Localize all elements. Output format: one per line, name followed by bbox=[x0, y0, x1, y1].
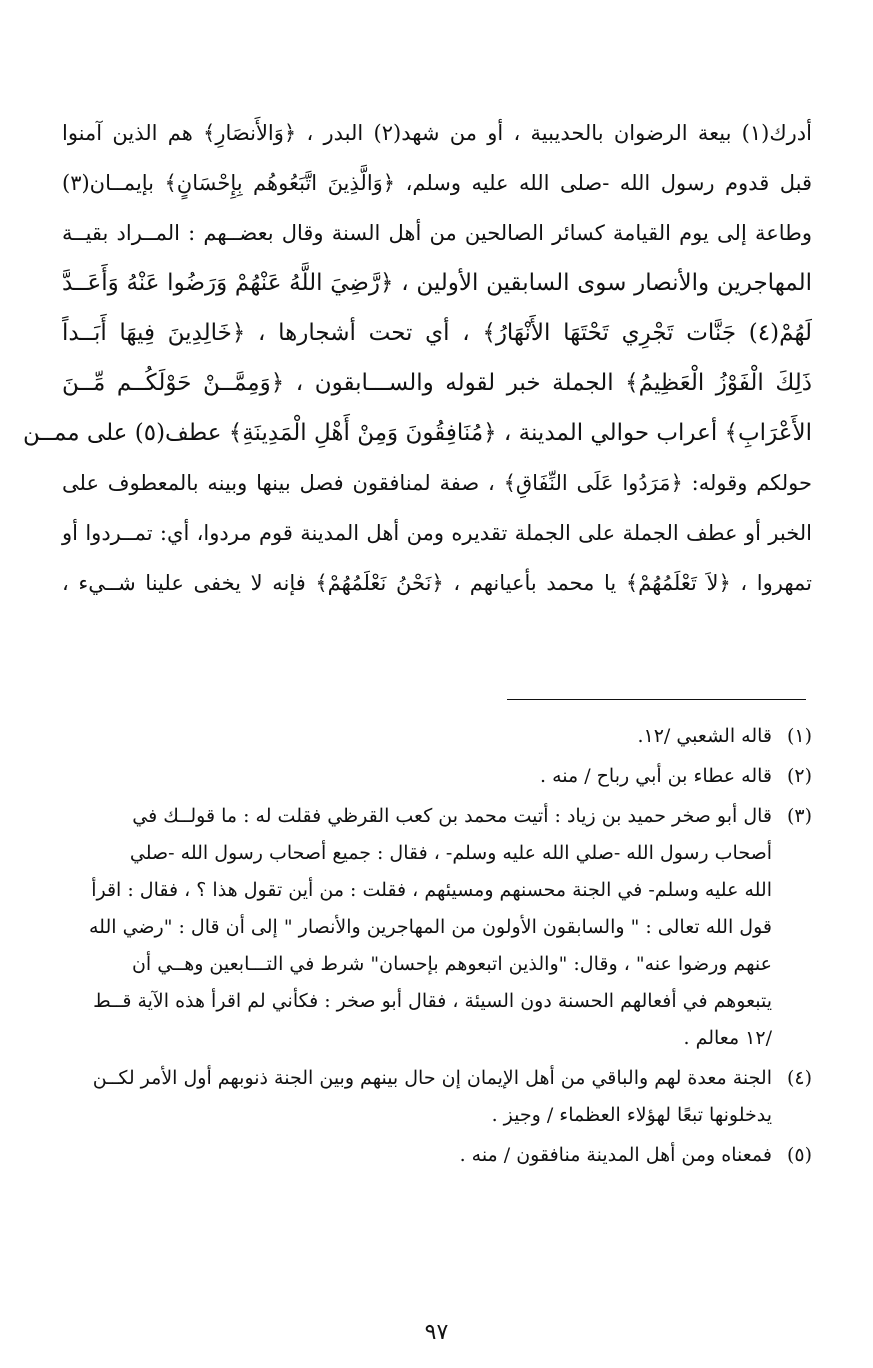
main-text-line: الخبر أو عطف الجملة على الجملة تقديره ومن أهل المدينة قوم مردوا، أي: تمــردوا أو bbox=[62, 521, 812, 545]
footnote-3 bbox=[62, 798, 812, 1057]
footnote-line: قاله عطاء بن أبي رباح / منه . bbox=[540, 765, 772, 787]
main-text-line: الأَعْرَابِ﴾ أعراب حوالي المدينة ، ﴿مُنَافِقُونَ وَمِنْ أَهْلِ الْمَدِينَةِ﴾ عطف(٥) على ممــن bbox=[22, 420, 812, 446]
main-text-line: وطاعة إلى يوم القيامة كسائر الصالحين من أهل السنة وقال بعضــهم : المــراد بقيــة bbox=[62, 221, 812, 245]
footnote-line: /١٢ معالم . bbox=[683, 1027, 772, 1049]
footnote-line: يدخلونها تبعًا لهؤلاء العظماء / وجيز . bbox=[491, 1104, 772, 1126]
footnote-number: (٢) bbox=[786, 765, 812, 787]
main-text-line: تمهروا ، ﴿لاَ تَعْلَمُهُمْ﴾ يا محمد بأعيانهم ، ﴿نَحْنُ نَعْلَمُهُمْ﴾ فإنه لا يخفى علينا شــيء ، bbox=[62, 571, 812, 595]
footnote-4 bbox=[62, 1060, 812, 1134]
main-text-line: أدرك(١) بيعة الرضوان بالحديبية ، أو من شهد(٢) البدر ، ﴿وَالأَنصَارِ﴾ هم الذين آمنوا bbox=[62, 121, 812, 145]
footnote-line: يتبعوهم في أفعالهم الحسنة دون السيئة ، فقال أبو صخر : فكأني لم اقرأ هذه الآية قــط bbox=[93, 990, 772, 1012]
footnotes bbox=[62, 718, 812, 1177]
footnote-line: قول الله تعالى : " والسابقون الأولون من المهاجرين والأنصار " إلى أن قال : "رضي الله bbox=[88, 916, 772, 938]
main-text-line: قبل قدوم رسول الله -صلى الله عليه وسلم، ﴿وَالَّذِينَ اتَّبَعُوهُم بِإِحْسَانٍ﴾ بإيمــان(٣) bbox=[62, 171, 812, 195]
footnote-number: (٣) bbox=[786, 805, 812, 827]
footnote-number: (١) bbox=[786, 725, 812, 747]
footnote-number: (٥) bbox=[786, 1144, 812, 1166]
footnote-divider bbox=[507, 699, 806, 700]
footnote-line: فمعناه ومن أهل المدينة منافقون / منه . bbox=[459, 1144, 772, 1166]
footnote-line: قاله الشعبي /١٢. bbox=[637, 725, 772, 747]
footnote-number: (٤) bbox=[786, 1067, 812, 1089]
main-text bbox=[22, 108, 813, 608]
main-text-line: لَهُمْ(٤) جَنَّات تَجْرِي تَحْتَهَا الأَنْهَارُ﴾ ، أي تحت أشجارها ، ﴿خَالِدِينَ فِيهَا أَبَــداً bbox=[62, 320, 812, 346]
footnote-1 bbox=[62, 718, 812, 755]
page-number: ٩٧ bbox=[424, 1320, 449, 1345]
footnote-line: الجنة معدة لهم والباقي من أهل الإيمان إن حال بينهم وبين الجنة ذنوبهم أول الأمر لكــن bbox=[92, 1067, 772, 1089]
footnote-line: الله عليه وسلم- في الجنة محسنهم ومسيئهم ، فقلت : من أين تقول هذا ؟ ، فقال : اقرأ bbox=[91, 879, 772, 901]
main-text-line: المهاجرين والأنصار سوى السابقين الأولين ، ﴿رَّضِيَ اللَّهُ عَنْهُمْ وَرَضُوا عَنْهُ وَأَعَــدَّ bbox=[62, 270, 812, 296]
footnote-line: عنهم ورضوا عنه" ، وقال: "والذين اتبعوهم بإحسان" شرط في التـــابعين وهــي أن bbox=[131, 953, 772, 975]
footnote-2 bbox=[62, 758, 812, 795]
main-text-line: ذَلِكَ الْفَوْزُ الْعَظِيمُ﴾ الجملة خبر لقوله والســـابقون ، ﴿وَمِمَّــنْ حَوْلَكُــم مِّــنَ bbox=[62, 370, 813, 396]
footnote-line: قال أبو صخر حميد بن زياد : أتيت محمد بن كعب القرظي فقلت له : ما قولــك في bbox=[132, 805, 772, 827]
footnote-5 bbox=[62, 1137, 812, 1174]
footnote-line: أصحاب رسول الله -صلي الله عليه وسلم- ، فقال : جميع أصحاب رسول الله -صلي bbox=[129, 842, 772, 864]
main-text-line: حولكم وقوله: ﴿مَرَدُوا عَلَى النِّفَاقِ﴾ ، صفة لمنافقون فصل بينها وبينه بالمعطوف على bbox=[62, 471, 812, 495]
